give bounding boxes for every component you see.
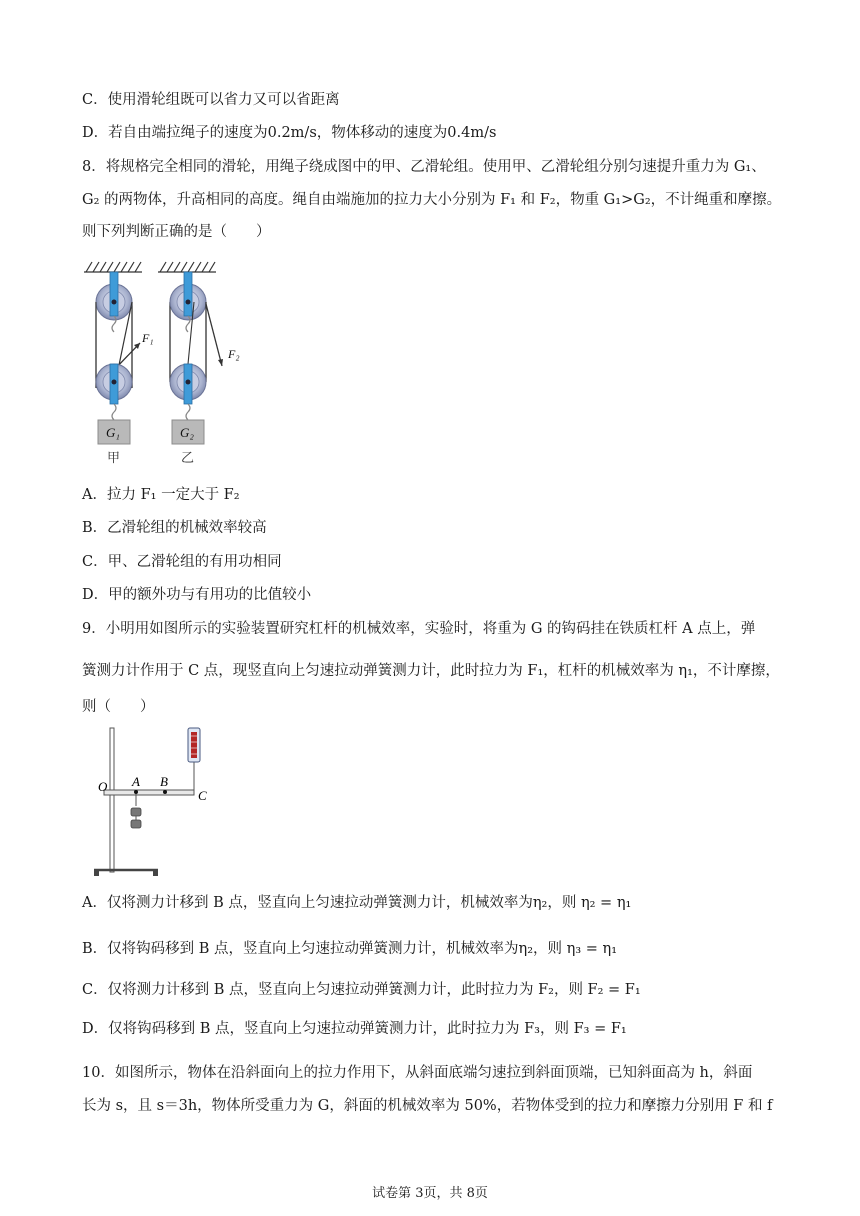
label-a: A (132, 774, 140, 789)
page-footer: 试卷第 3页，共 8页 (372, 1186, 488, 1201)
q8-option-b: B．乙滑轮组的机械效率较高 (82, 520, 267, 536)
pulley-system-yi (170, 272, 240, 466)
q9-stem-line2: 簧测力计作用于 C 点，现竖直向上匀速拉动弹簧测力计，此时拉力为 F₁，杠杆的机械效率为 η₁，不计摩擦， (82, 663, 780, 679)
q9-stem-line3: 则（ ） (82, 699, 155, 715)
label-g1: G₁ (106, 425, 120, 440)
q8-stem-line1: 8．将规格完全相同的滑轮，用绳子绕成图中的甲、乙滑轮组。使用甲、乙滑轮组分别匀速提升重力为 G₁、 (82, 159, 766, 175)
label-o: O (98, 779, 108, 794)
q8-stem-line3: 则下列判断正确的是（ ） (82, 224, 271, 240)
q7-option-c: C．使用滑轮组既可以省力又可以省距离 (82, 92, 340, 108)
pulley-system-jia (96, 272, 154, 466)
label-f2: F₂ (228, 347, 240, 361)
label-g2: G₂ (180, 425, 194, 440)
q8-stem-line2: G₂ 的两物体，升高相同的高度。绳自由端施加的拉力大小分别为 F₁ 和 F₂，物重 G₁>G₂，不计绳重和摩擦。 (82, 192, 782, 208)
q9-stem-line1: 9．小明用如图所示的实验装置研究杠杆的机械效率，实验时，将重为 G 的钩码挂在铁质杠杆 A 点上，弹 (82, 621, 756, 637)
q9-option-d: D．仅将钩码移到 B 点，竖直向上匀速拉动弹簧测力计，此时拉力为 F₃，则 F₃ = F₁ (82, 1021, 627, 1037)
label-b: B (160, 774, 168, 789)
q9-option-a: A．仅将测力计移到 B 点，竖直向上匀速拉动弹簧测力计，机械效率为η₂，则 η₂ = η₁ (82, 895, 632, 911)
ceiling-right (158, 262, 216, 272)
q8-option-a: A．拉力 F₁ 一定大于 F₂ (82, 487, 240, 503)
q9-lever-figure (90, 724, 230, 880)
label-c: C (198, 788, 207, 803)
label-f1: F₁ (142, 331, 154, 345)
caption-jia: 甲 (107, 451, 121, 466)
q9-option-b: B．仅将钩码移到 B 点，竖直向上匀速拉动弹簧测力计，机械效率为η₂，则 η₃ = η₁ (82, 941, 618, 957)
q8-option-c: C．甲、乙滑轮组的有用功相同 (82, 554, 282, 570)
q8-pulley-figure (82, 258, 252, 470)
q10-stem-line1: 10．如图所示，物体在沿斜面向上的拉力作用下，从斜面底端匀速拉到斜面顶端，已知斜面高为 h，斜面 (82, 1065, 753, 1081)
ceiling-left (84, 262, 142, 272)
q7-option-d: D．若自由端拉绳子的速度为0.2m/s，物体移动的速度为0.4m/s (82, 125, 497, 141)
caption-yi: 乙 (181, 451, 195, 466)
q9-option-c: C．仅将测力计移到 B 点，竖直向上匀速拉动弹簧测力计，此时拉力为 F₂，则 F₂ = F₁ (82, 982, 641, 998)
q10-stem-line2: 长为 s，且 s＝3h，物体所受重力为 G，斜面的机械效率为 50%，若物体受到的拉力和摩擦力分别用 F 和 f (82, 1098, 773, 1114)
q8-option-d: D．甲的额外功与有用功的比值较小 (82, 587, 312, 603)
